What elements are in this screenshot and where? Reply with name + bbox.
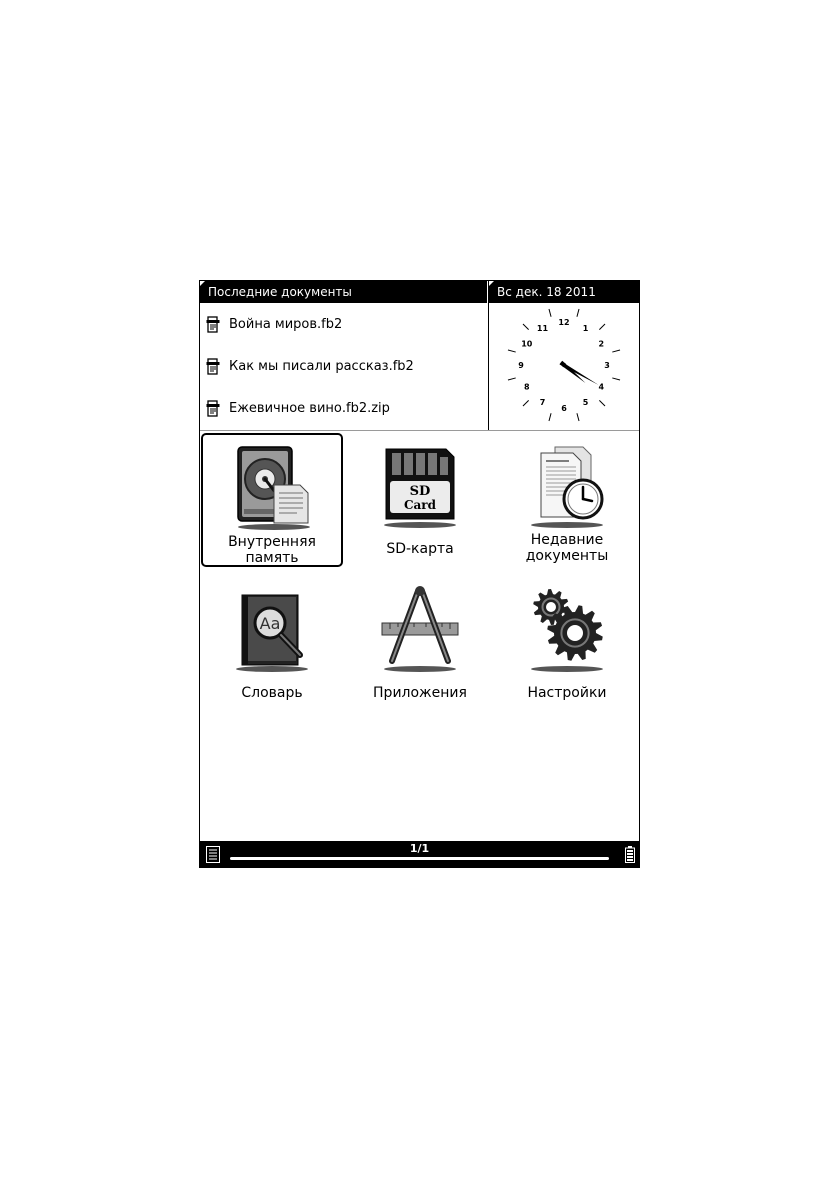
gear-hole [567,625,583,641]
clock-number: 11 [536,323,549,333]
book-file-icon [206,316,220,333]
home-screen [199,280,640,868]
clock-number: 8 [523,382,530,392]
applications-icon [378,583,462,675]
clock-tick [612,378,620,380]
sd-card-tile[interactable] [349,433,491,567]
recent-documents-tile[interactable] [496,433,638,567]
recent-item[interactable] [206,313,342,335]
clock-tick [577,309,579,317]
recent-item-label: Ежевичное вино.fb2.zip [229,400,390,416]
sd-card-icon [378,439,462,531]
clock-number: 3 [604,361,610,370]
recent-item[interactable] [206,397,390,419]
dictionary-icon-text: Aa [259,614,281,633]
sd-card-icon-text: Card [403,498,437,512]
applications-tile[interactable] [349,577,491,711]
clock-tick [599,324,605,330]
battery-icon [625,846,635,863]
recent-documents-label: Недавние документы [525,532,609,564]
clock-number: 12 [558,318,570,327]
clock-number: 2 [598,339,605,349]
book-file-icon [206,358,220,375]
clock-tick [523,324,529,330]
clock-tick [612,350,620,352]
sd-card-icon-text: SD [409,484,431,499]
clock-tick [508,378,516,380]
applications-label: Приложения [373,685,467,701]
clock-number: 6 [561,404,567,413]
clock-tick [523,400,529,406]
clock-tick [577,413,579,421]
sd-card-label: SD-карта [386,541,454,557]
bottom-bar [200,841,639,867]
internal-memory-label: Внутренняя память [228,534,316,566]
page-progress-bar [230,857,609,860]
clock-tick [508,350,516,352]
clock-number: 9 [518,361,524,370]
recent-item-label: Война миров.fb2 [229,316,343,332]
clock-number: 5 [582,398,589,408]
recent-item-label: Как мы писали рассказ.fb2 [229,358,414,374]
page-indicator: 1/1 [409,842,430,855]
settings-icon [525,583,609,675]
clock-tick [599,400,605,406]
horizontal-divider [200,430,639,431]
recent-documents-list [200,303,488,430]
book-file-icon [206,400,220,417]
gear-hole [546,602,556,612]
clock-number: 10 [521,339,533,349]
settings-label: Настройки [527,685,607,701]
clock-number: 4 [598,382,605,392]
internal-memory-tile[interactable] [201,433,343,567]
analog-clock [489,303,639,430]
dictionary-icon [230,583,314,675]
dictionary-tile[interactable] [201,577,343,711]
clock-tick [549,413,551,421]
date-label: Вс дек. 18 2011 [497,285,596,299]
settings-tile[interactable] [496,577,638,711]
dictionary-label: Словарь [241,685,303,701]
clock-number: 1 [582,323,589,333]
date-header [489,281,640,303]
clock-center [562,363,566,367]
internal-storage-icon [232,441,316,533]
recent-documents-title: Последние документы [208,285,352,299]
recent-documents-icon [525,439,609,531]
clock-number: 7 [539,398,546,408]
clock-tick [549,309,551,317]
recent-documents-header [200,281,487,303]
recent-item[interactable] [206,355,414,377]
